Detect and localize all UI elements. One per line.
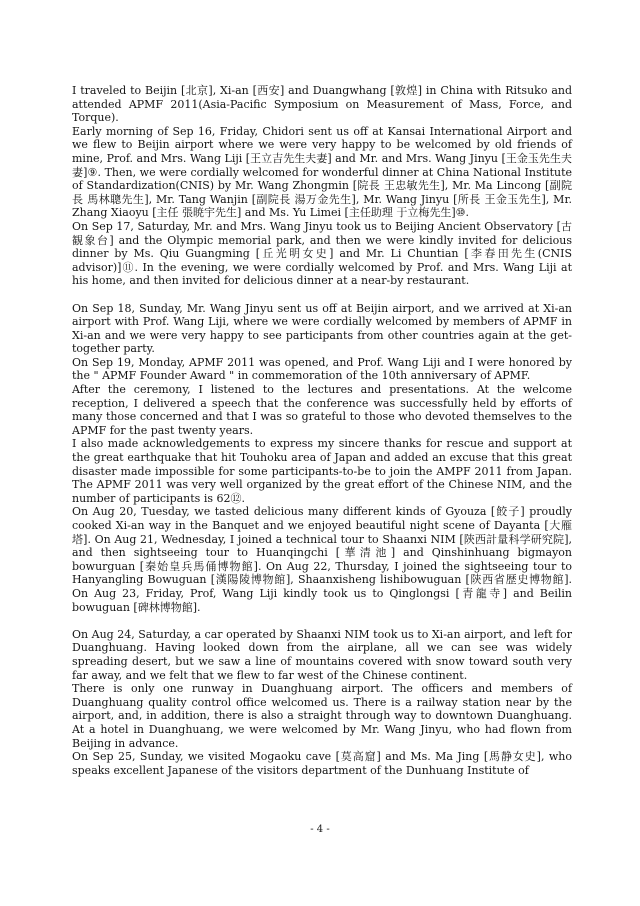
paragraph-aug20-23: On Aug 20, Tuesday, we tasted delicious many different kinds of Gyouza [餃子] proudly cooked Xi-an way in the Banquet and we enjoyed beautiful night scene of Dayanta [大雁塔]. On Aug 21, Wednesday, I joined a technical tour to Shaanxi NIM [陝西計量科学研究院], and then sightseeing tour to Huanqingchi [華清池] and Qinshinhuang bigmayon bowurguan [秦始皇兵馬俑博物館]. On Aug 22, Thursday, I joined the sightseeing tour to Hanyangling Bowuguan [漢陽陵博物館], Shaanxisheng lishibowuguan [陝西省歴史博物館]. On Aug 23, Friday, Prof, Wang Liji kindly took us to Qinglongsi [青龍寺] and Beilin bowuguan [碑林博物館]. bbox=[72, 505, 572, 614]
paragraph-intro: I traveled to Beijin [北京], Xi-an [西安] and Duangwhang [敦煌] in China with Ritsuko and attended APMF 2011(Asia-Pacific Symposium on Measurement of Mass, Force, and Torque). bbox=[72, 84, 572, 125]
paragraph-sep25: On Sep 25, Sunday, we visited Mogaoku cave [莫高窟] and Ms. Ma Jing [馬静女史], who speaks excellent Japanese of the visitors department of the Dunhuang Institute of bbox=[72, 750, 572, 777]
paragraph-acknowledgements: I also made acknowledgements to express my sincere thanks for rescue and support at the great earthquake that hit Touhoku area of Japan and added an excuse that this great disaster made impossible for some participants-to-be to join the AMPF 2011 from Japan. The APMF 2011 was very well organized by the great effort of the Chinese NIM, and the number of participants is 62⑫. bbox=[72, 437, 572, 505]
page-number: - 4 - bbox=[310, 824, 330, 835]
paragraph-ceremony: After the ceremony, I listened to the lectures and presentations. At the welcome reception, I delivered a speech that the conference was successfully held by efforts of many those concerned and that I was so grateful to those who devoted themselves to the APMF for the past twenty years. bbox=[72, 383, 572, 437]
paragraph-airport: There is only one runway in Duanghuang airport. The officers and members of Duanghuang quality control office welcomed us. There is a railway station near by the airport, and, in addition, there is also a straight through way to downtown Duanghuang. At a hotel in Duanghuang, we were welcomed by Mr. Wang Jinyu, who had flown from Beijing in advance. bbox=[72, 682, 572, 750]
paragraph-aug24: On Aug 24, Saturday, a car operated by Shaanxi NIM took us to Xi-an airport, and left for Duanghuang. Having looked down from the airplane, all we can see was widely spreading desert, but we saw a line of mountains covered with snow toward south very far away, and we felt that we flew to far west of the Chinese continent. bbox=[72, 627, 572, 682]
paragraph-sep16: Early morning of Sep 16, Friday, Chidori sent us off at Kansai International Airport and we flew to Beijin airport where we were very happy to be welcomed by old friends of mine, Prof. and Mrs. Wang Liji [王立吉先生夫妻] and Mr. and Mrs. Wang Jinyu [王金玉先生夫妻]⑨. Then, we were cordially welcomed for wonderful dinner at China National Institute of Standardization(CNIS) by Mr. Wang Zhongmin [院長 王忠敏先生], Mr. Ma Lincong [副院長 馬林聰先生], Mr. Tang Wanjin [副院長 湯万金先生], Mr. Wang Jinyu [所長 王金玉先生], Mr. Zhang Xiaoyu [主任 張暁宇先生] and Ms. Yu Limei [主任助理 于立梅先生]⑩. bbox=[72, 124, 572, 220]
paragraph-sep19: On Sep 19, Monday, APMF 2011 was opened, and Prof. Wang Liji and I were honored by the " APMF Founder Award " in commemoration of the 10th anniversary of APMF. bbox=[72, 355, 572, 383]
body-text bbox=[72, 84, 572, 777]
paragraph-sep18: On Sep 18, Sunday, Mr. Wang Jinyu sent us off at Beijin airport, and we arrived at Xi-an airport with Prof. Wang Liji, where we were cordially welcomed by members of APMF in Xi-an and we were very happy to see participants from other countries again at the get-together party. bbox=[72, 301, 572, 356]
paragraph-sep17: On Sep 17, Saturday, Mr. and Mrs. Wang Jinyu took us to Beijing Ancient Observatory [古観象台] and the Olympic memorial park, and then we were kindly invited for delicious dinner by Ms. Qiu Guangming [丘光明女史] and Mr. Li Chuntian [李春田先生(CNIS advisor)]⑪. In the evening, we were cordially welcomed by Prof. and Mrs. Wang Liji at his home, and then invited for delicious dinner at a near-by restaurant. bbox=[72, 219, 572, 288]
